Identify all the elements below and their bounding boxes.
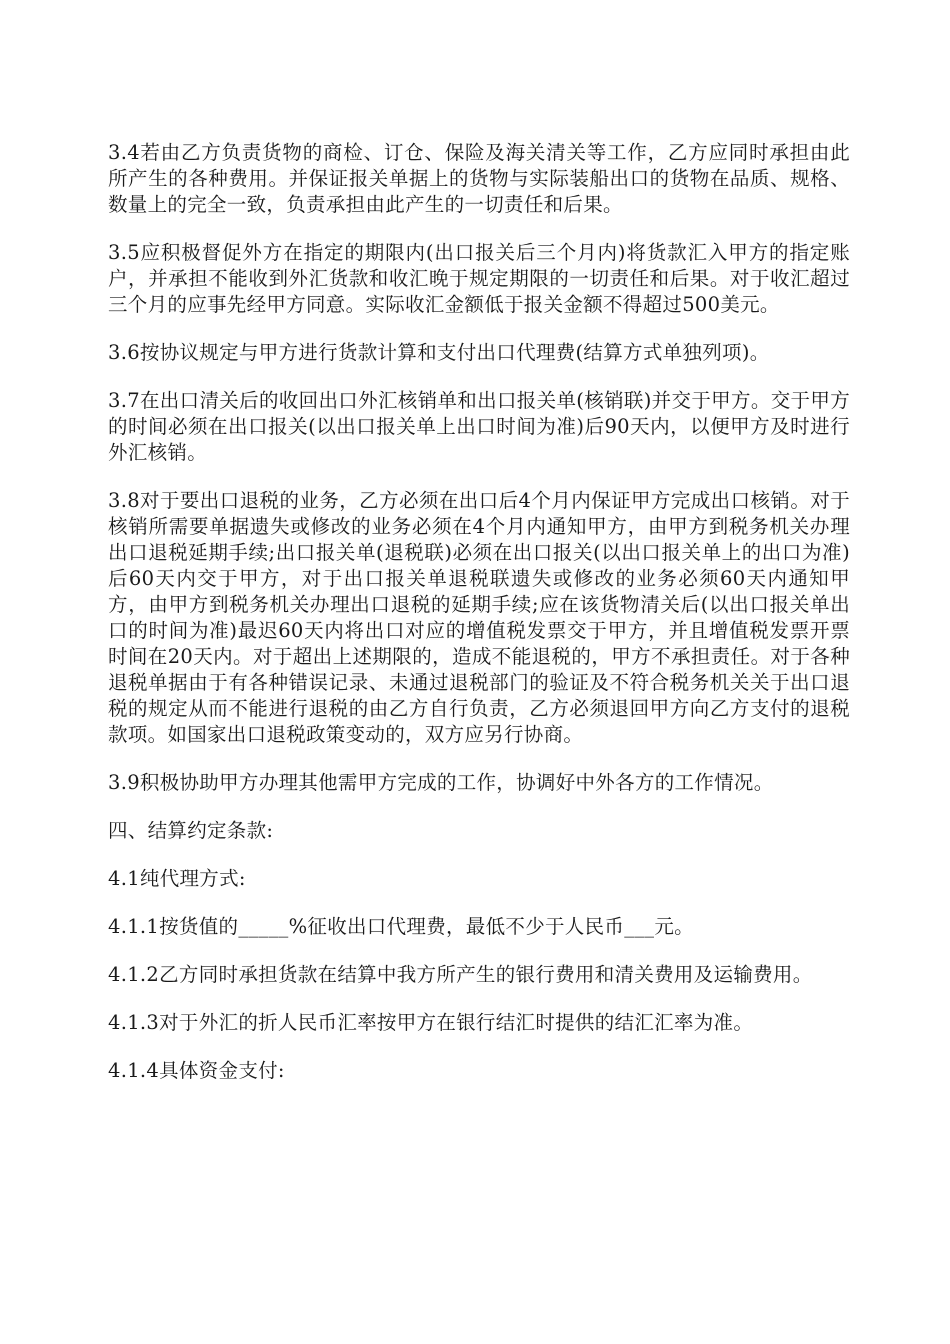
clause-3-4: 3.4若由乙方负责货物的商检、订仓、保险及海关清关等工作，乙方应同时承担由此所产生的各种费用。并保证报关单据上的货物与实际装船出口的货物在品质、规格、数量上的完全一致，负责承担由此产生的一切责任和后果。 — [108, 141, 850, 216]
clause-4-1-2: 4.1.2乙方同时承担货款在结算中我方所产生的银行费用和清关费用及运输费用。 — [108, 963, 813, 986]
clause-4-1: 4.1纯代理方式: — [108, 867, 246, 890]
clause-4-1-4: 4.1.4具体资金支付: — [108, 1059, 285, 1082]
clause-4-1-1: 4.1.1按货值的_____%征收出口代理费，最低不少于人民币___元。 — [108, 915, 694, 938]
clause-3-8: 3.8对于要出口退税的业务，乙方必须在出口后4个月内保证甲方完成出口核销。对于核销所需要单据遗失或修改的业务必须在4个月内通知甲方，由甲方到税务机关办理出口退税延期手续;出口报关单(退税联)必须在出口报关(以出口报关单上的出口为准)后60天内交于甲方，对于出口报关单退税联遗失或修改的业务必须60天内通知甲方，由甲方到税务机关办理出口退税的延期手续;应在该货物清关后(以出口报关单出口的时间为准)最迟60天内将出口对应的增值税发票交于甲方，并且增值税发票开票时间在20天内。对于超出上述期限的，造成不能退税的，甲方不承担责任。对于各种退税单据由于有各种错误记录、未通过退税部门的验证及不符合税务机关关于出口退税的规定从而不能进行退税的由乙方自行负责，乙方必须退回甲方向乙方支付的退税款项。如国家出口退税政策变动的，双方应另行协商。 — [108, 489, 850, 746]
document-body — [108, 140, 850, 1106]
clause-3-7: 3.7在出口清关后的收回出口外汇核销单和出口报关单(核销联)并交于甲方。交于甲方的时间必须在出口报关(以出口报关单上出口时间为准)后90天内，以便甲方及时进行外汇核销。 — [108, 389, 850, 464]
clause-3-9: 3.9积极协助甲方办理其他需甲方完成的工作，协调好中外各方的工作情况。 — [108, 771, 774, 794]
clause-3-5: 3.5应积极督促外方在指定的期限内(出口报关后三个月内)将货款汇入甲方的指定账户，并承担不能收到外汇货款和收汇晚于规定期限的一切责任和后果。对于收汇超过三个月的应事先经甲方同意。实际收汇金额低于报关金额不得超过500美元。 — [108, 241, 850, 316]
section-4-heading: 四、结算约定条款: — [108, 819, 274, 842]
clause-4-1-3: 4.1.3对于外汇的折人民币汇率按甲方在银行结汇时提供的结汇汇率为准。 — [108, 1011, 754, 1034]
clause-3-6: 3.6按协议规定与甲方进行货款计算和支付出口代理费(结算方式单独列项)。 — [108, 341, 770, 364]
